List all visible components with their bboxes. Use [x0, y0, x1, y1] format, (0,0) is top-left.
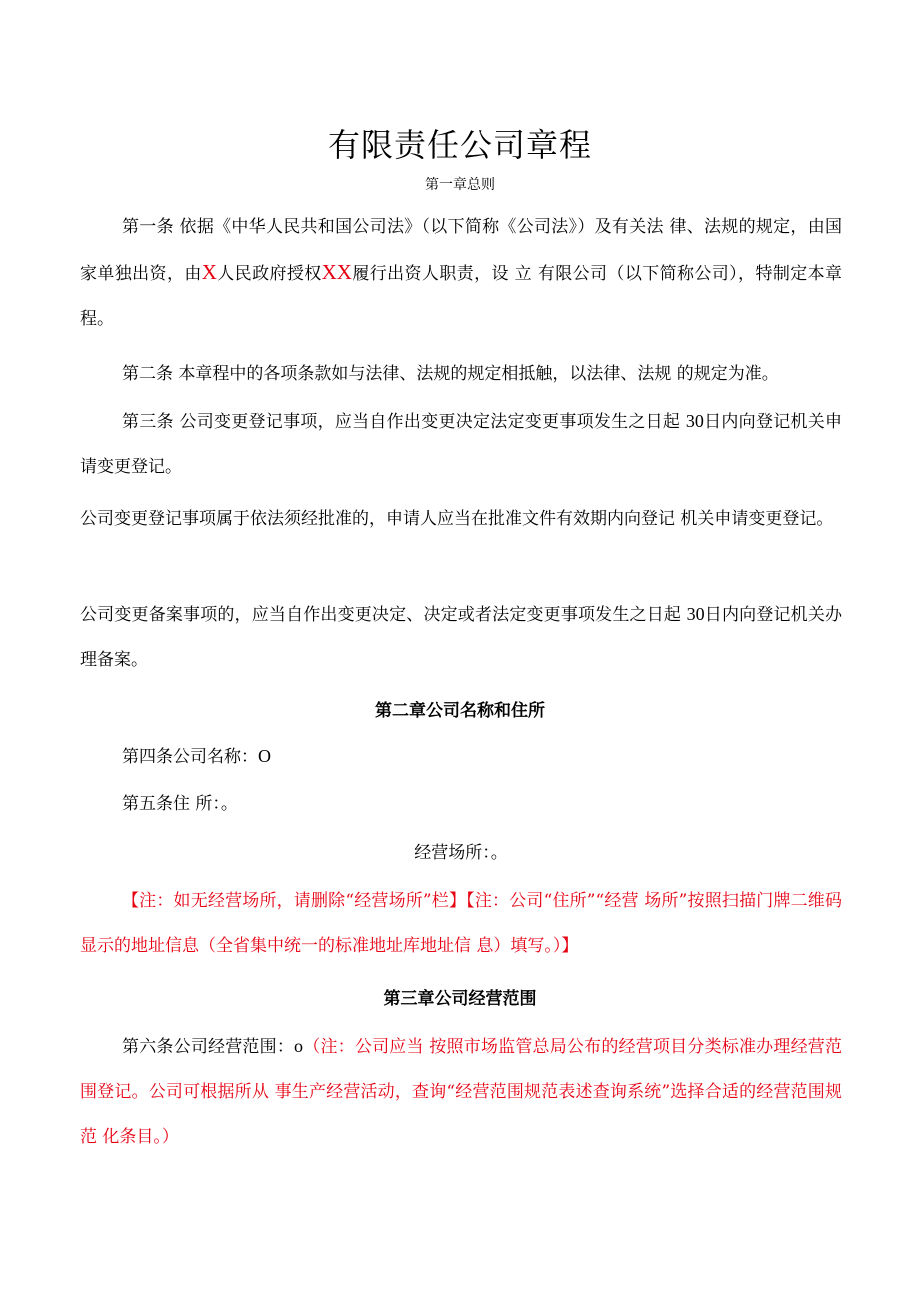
article-3-paragraph-2: 公司变更登记事项属于依法须经批准的，申请人应当在批准文件有效期内向登记 机关申请变更登记。	[80, 509, 834, 529]
article-5: 第五条住 所：。	[122, 794, 238, 814]
article-1-text-b: 人民政府授权	[216, 264, 322, 284]
article-3-days: 30	[685, 411, 704, 431]
article-3	[80, 399, 842, 490]
article-2: 第二条 本章程中的各项条款如与法律、法规的规定相抵触，以法律、法规 的规定为准。	[122, 364, 779, 384]
business-place-line: 经营场所：。	[414, 843, 508, 863]
article-4	[80, 734, 842, 780]
article-6	[80, 1024, 842, 1160]
document-title: 有限责任公司章程	[327, 126, 592, 164]
article-3-p3-text-a: 公司变更备案事项的，应当自作出变更决定、决定或者法定变更事项发生之日起	[80, 605, 687, 625]
article-3-text-b: 日内向登记机关申请变更登记。	[80, 412, 843, 477]
placeholder-x: X	[201, 260, 217, 284]
business-scope-note: （注：公司应当 按照市场监管总局公布的经营项目分类标准办理经营范围登记。公司可根据所从 事生产经营活动，查询“经营范围规范表述查询系统”选择合适的经营范围规范 化条目。）	[80, 1037, 842, 1147]
chapter-2-heading: 第二章公司名称和住所	[375, 701, 545, 721]
placeholder-xx: XX	[321, 260, 352, 284]
company-name-value: O	[258, 746, 271, 766]
chapter-1-heading: 第一章总则	[425, 177, 495, 193]
address-note: 【注：如无经营场所，请删除“经营场所”栏】【注：公司“住所”“经营 场所”按照扫描门牌二维码显示的地址信息（全省集中统一的标准地址库地址信 息）填写。）】	[80, 891, 842, 956]
article-1-text-a: 第一条 依据《中华人民共和国公司法》（以下简称《公司法》）及有关法 律、法规的规定，由国家单独出资，由	[80, 217, 842, 284]
article-3-p3-text-b: 日内向登记机关办理备案。	[80, 605, 843, 670]
article-3-paragraph-3	[80, 592, 842, 683]
article-1	[80, 205, 842, 342]
chapter-3-heading: 第三章公司经营范围	[383, 989, 537, 1009]
business-scope-value: o	[294, 1036, 304, 1056]
article-3-text-a: 第三条 公司变更登记事项，应当自作出变更决定法定变更事项发生之日起	[122, 412, 686, 432]
article-4-label: 第四条公司名称：	[122, 747, 258, 767]
article-6-label: 第六条公司经营范围：	[122, 1037, 295, 1057]
article-3-p3-days: 30	[686, 604, 705, 624]
article-1-text-c: 履行出资人职责，设 立 有限公司（以下简称公司），特制定本章程。	[80, 264, 842, 329]
